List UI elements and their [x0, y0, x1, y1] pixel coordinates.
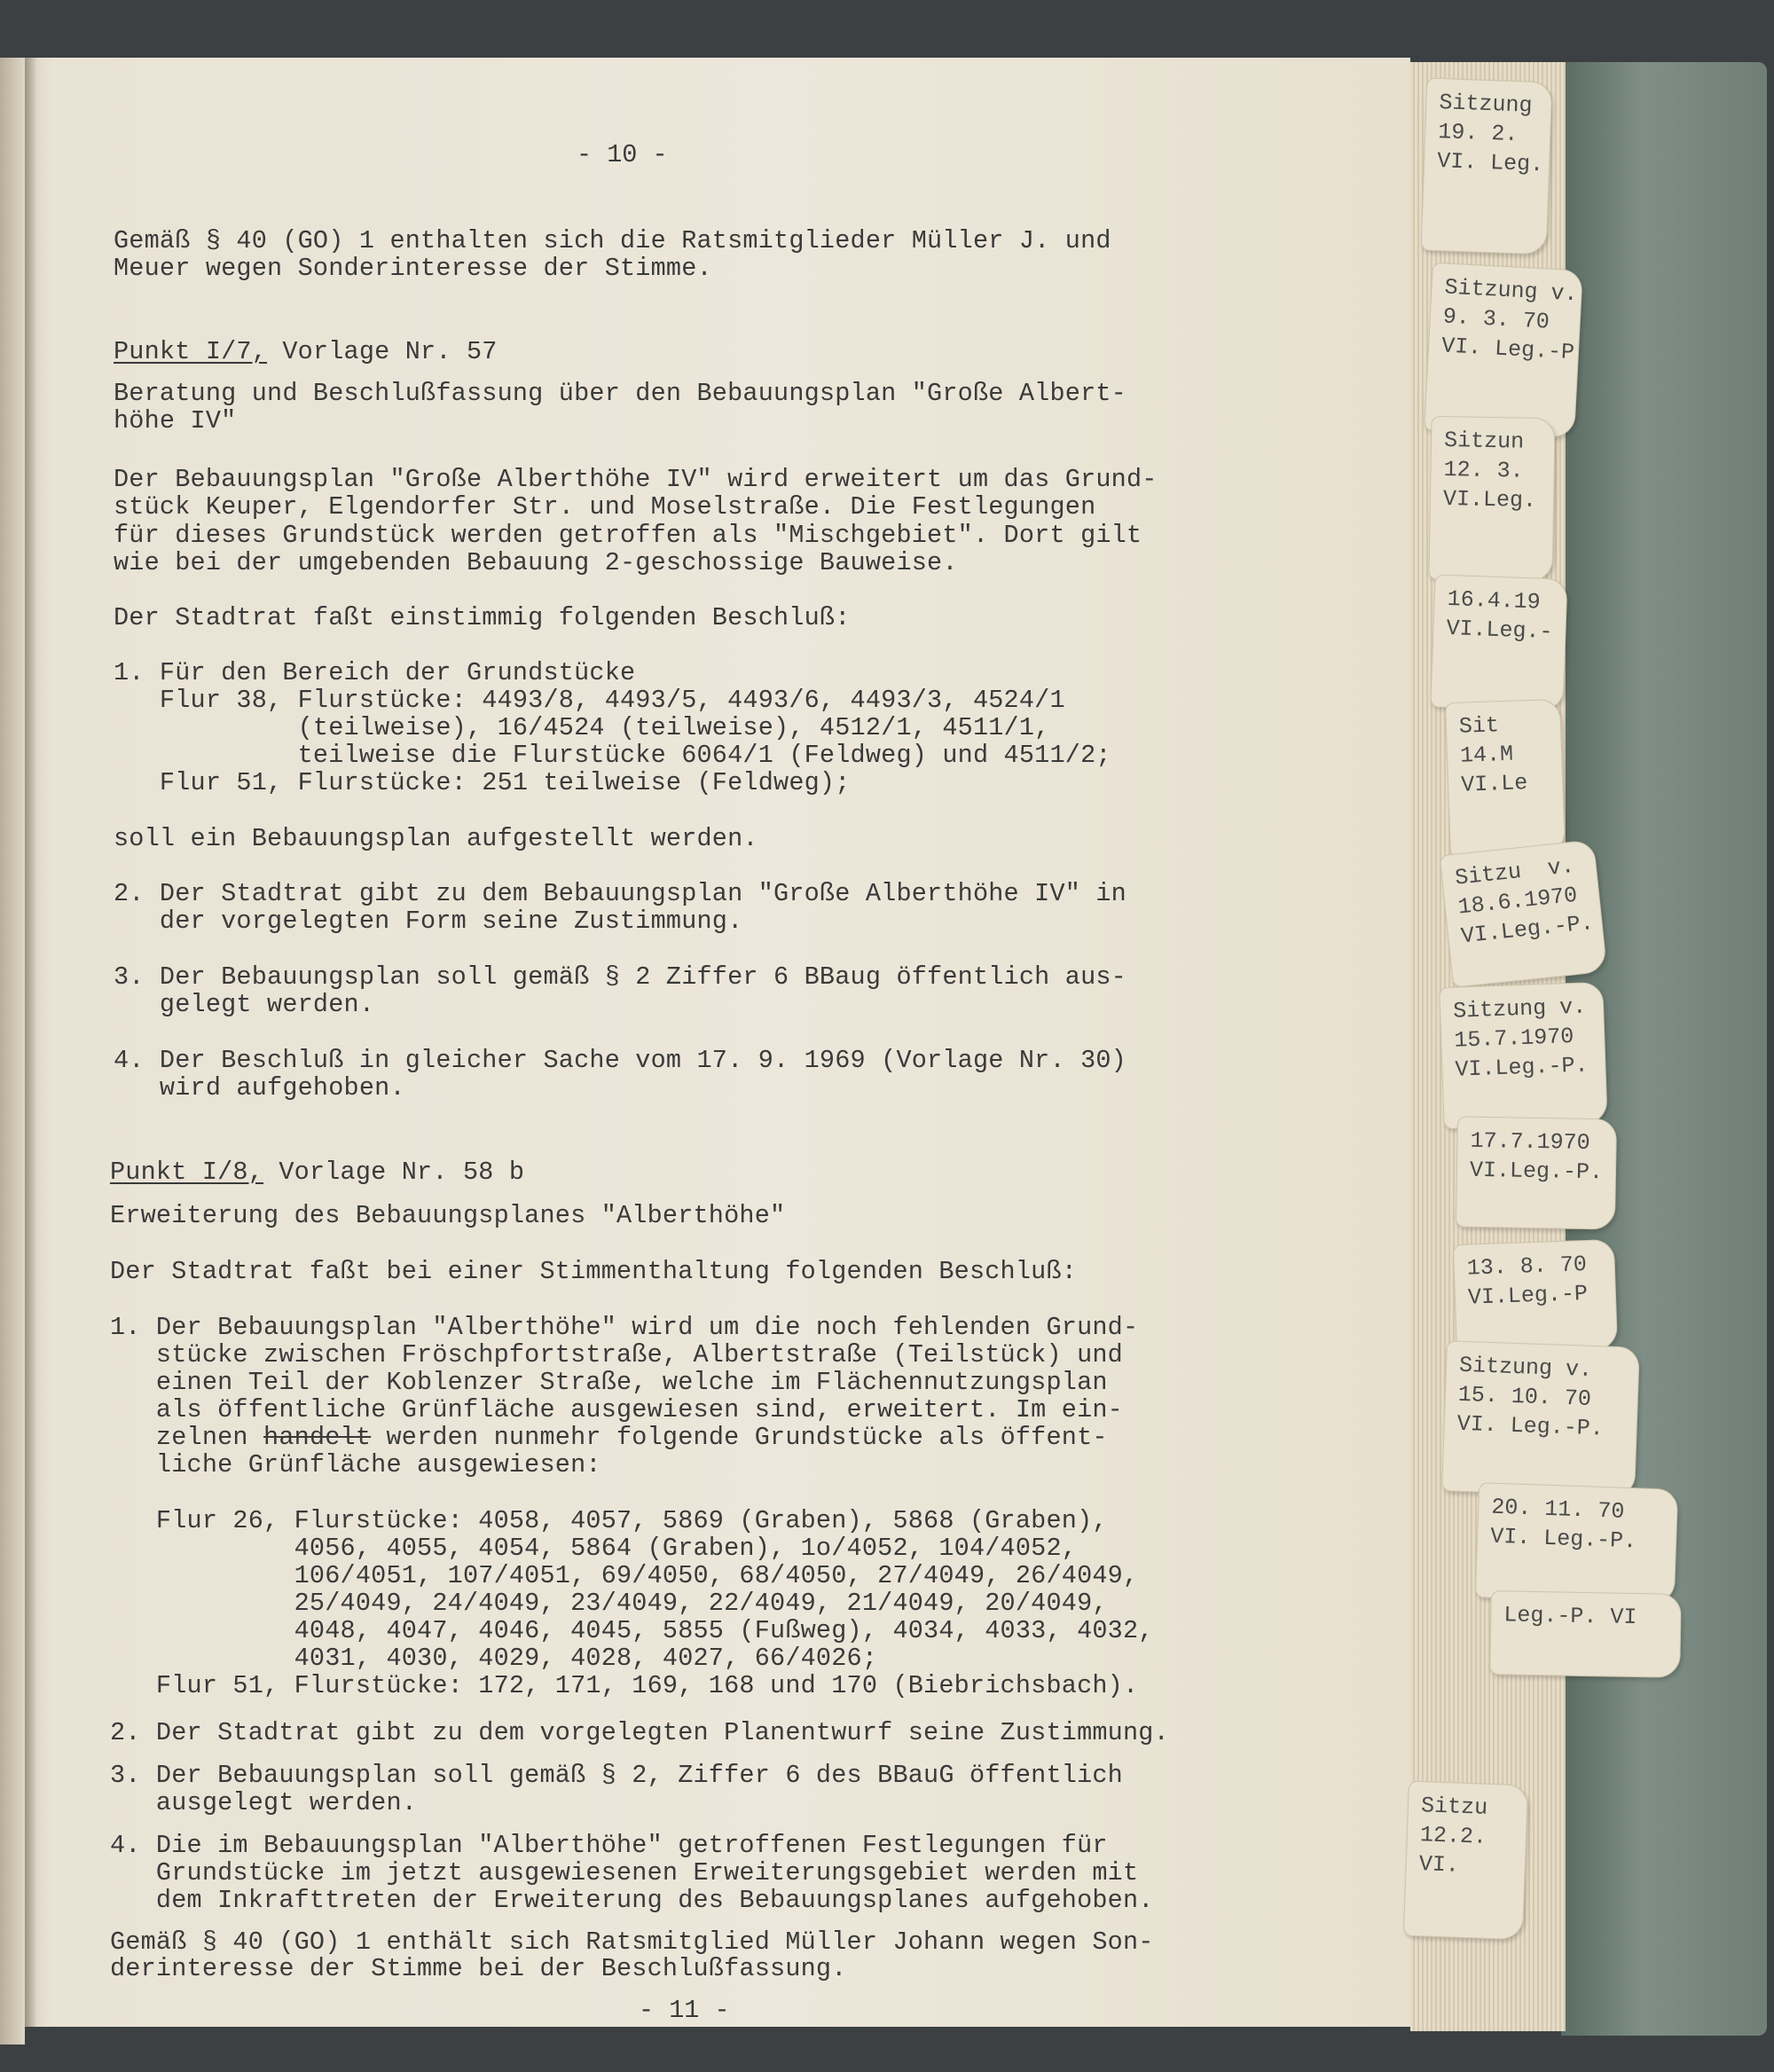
flur-26-list: 25/4049, 24/4049, 23/4049, 22/4049, 21/4049, 20/4049,: [110, 1589, 1108, 1618]
index-tab[interactable]: [1439, 982, 1607, 1129]
punkt-8-item-3: ausgelegt werden.: [110, 1788, 418, 1817]
punkt-7-subject: höhe IV": [114, 406, 237, 436]
previous-page-edge: [0, 58, 25, 2045]
intro-line: Gemäß § 40 (GO) 1 enthalten sich die Ratsmitglieder Müller J. und: [114, 226, 1111, 255]
tab-line: 9. 3. 70: [1442, 303, 1550, 335]
punkt-7-item-2: der vorgelegten Form seine Zustimmung.: [114, 906, 743, 936]
punkt-8-resolution-intro: Der Stadtrat faßt bei einer Stimmenthaltung folgenden Beschluß:: [110, 1257, 1078, 1286]
tab-line: VI.Leg.-P.: [1459, 909, 1596, 950]
punkt-7-item-1: Flur 38, Flurstücke: 4493/8, 4493/5, 4493/6, 4493/3, 4524/1: [114, 686, 1065, 715]
punkt-7-label: Punkt I/7,: [114, 337, 268, 366]
tab-line: VI.Leg.-P.: [1469, 1157, 1604, 1186]
punkt-8-item-1-line-with-strike: [110, 1424, 1108, 1451]
closing-note: Gemäß § 40 (GO) 1 enthält sich Ratsmitglied Müller Johann wegen Son-: [110, 1927, 1154, 1957]
text-segment: werden nunmehr folgende Grundstücke als öffent-: [371, 1423, 1108, 1452]
tab-line: VI.Leg.-: [1446, 615, 1554, 646]
index-tab[interactable]: [1440, 839, 1608, 987]
tab-line: VI. Leg.-P: [1440, 333, 1575, 366]
tab-line: VI.Leg.: [1442, 486, 1537, 514]
punkt-7-item-3: 3. Der Bebauungsplan soll gemäß § 2 Ziffer 6 BBaug öffentlich aus-: [114, 962, 1126, 992]
index-tab[interactable]: [1428, 416, 1555, 582]
tab-line: 19. 2.: [1437, 119, 1519, 148]
index-tab[interactable]: [1475, 1482, 1678, 1605]
punkt-7-resolution-intro: Der Stadtrat faßt einstimmig folgenden Beschluß:: [114, 603, 851, 632]
punkt-8-label: Punkt I/8,: [110, 1158, 264, 1187]
book-gutter-shadow: [25, 58, 37, 2027]
tab-line: VI. Leg.-P.: [1489, 1523, 1637, 1555]
flur-26-list: Flur 26, Flurstücke: 4058, 4057, 5869 (Graben), 5868 (Graben),: [110, 1506, 1108, 1535]
punkt-7-description: für dieses Grundstück werden getroffen als "Mischgebiet". Dort gilt: [114, 521, 1142, 550]
punkt-8-heading: [110, 1158, 524, 1186]
punkt-8-item-4: Grundstücke im jetzt ausgewiesenen Erweiterungsgebiet werden mit: [110, 1858, 1139, 1888]
index-tab[interactable]: [1445, 699, 1566, 858]
flur-26-list: 106/4051, 107/4051, 69/4050, 68/4050, 27/4049, 26/4049,: [110, 1561, 1139, 1590]
index-tab[interactable]: [1403, 1781, 1528, 1941]
punkt-7-vorlage: Vorlage Nr. 57: [267, 337, 498, 366]
tab-line: Sitzu v.: [1453, 852, 1576, 891]
tab-line: VI. Leg.-P.: [1456, 1410, 1605, 1442]
closing-note: derinteresse der Stimme bei der Beschlußfassung.: [110, 1954, 847, 1983]
punkt-7-item-1: (teilweise), 16/4524 (teilweise), 4512/1, 4511/1,: [114, 713, 1050, 742]
text-segment: zelnen: [110, 1423, 264, 1452]
punkt-7-item-4: 4. Der Beschluß in gleicher Sache vom 17. 9. 1969 (Vorlage Nr. 30): [114, 1046, 1126, 1075]
punkt-8-item-1: stücke zwischen Fröschpfortstraße, Albertstraße (Teilstück) und: [110, 1340, 1123, 1370]
punkt-7-item-1: Flur 51, Flurstücke: 251 teilweise (Feldweg);: [114, 768, 851, 797]
punkt-7-description: Der Bebauungsplan "Große Alberthöhe IV" wird erweitert um das Grund-: [114, 465, 1158, 494]
index-tab[interactable]: [1441, 1340, 1640, 1498]
tab-line: VI.Leg.-P.: [1455, 1052, 1589, 1083]
punkt-7-heading: [114, 338, 498, 365]
punkt-8-item-4: 4. Die im Bebauungsplan "Alberthöhe" getroffenen Festlegungen für: [110, 1831, 1108, 1860]
tab-line: 13. 8. 70: [1466, 1251, 1588, 1282]
punkt-7-item-3: gelegt werden.: [114, 990, 375, 1019]
tab-line: Sitzung v.: [1452, 993, 1587, 1024]
tab-line: VI. Leg.: [1436, 148, 1544, 178]
tab-line: Sitzung: [1438, 90, 1533, 119]
tab-line: VI.Leg.-P: [1467, 1280, 1589, 1311]
tab-line: VI.: [1418, 1851, 1460, 1879]
tab-line: 14.M: [1459, 741, 1514, 769]
struck-word: handelt: [263, 1423, 372, 1452]
flur-26-list: 4056, 4055, 4054, 5864 (Graben), 1o/4052, 104/4052,: [110, 1534, 1078, 1563]
punkt-8-item-1: einen Teil der Koblenzer Straße, welche im Flächennutzungsplan: [110, 1368, 1108, 1397]
punkt-8-item-1: als öffentliche Grünfläche ausgewiesen sind, erweitert. Im ein-: [110, 1395, 1123, 1424]
tab-line: Sitzung v.: [1458, 1352, 1593, 1383]
index-tab[interactable]: [1456, 1116, 1617, 1229]
flur-26-list: 4031, 4030, 4029, 4028, 4027, 66/4026;: [110, 1644, 878, 1673]
tab-line: Sitzu: [1420, 1793, 1488, 1821]
tab-line: 20. 11. 70: [1490, 1494, 1625, 1525]
flur-26-list: 4048, 4047, 4046, 4045, 5855 (Fußweg), 4034, 4033, 4032,: [110, 1616, 1154, 1645]
tab-line: 18.6.1970: [1456, 882, 1579, 921]
punkt-8-item-4: dem Inkrafttreten der Erweiterung des Bebauungsplanes aufgehoben.: [110, 1886, 1154, 1915]
page-number-footer: - 11 -: [639, 1996, 730, 2025]
index-tab[interactable]: [1421, 78, 1553, 255]
punkt-8-item-1: 1. Der Bebauungsplan "Alberthöhe" wird um die noch fehlenden Grund-: [110, 1313, 1139, 1342]
punkt-8-subject: Erweiterung des Bebauungsplanes "Alberthöhe": [110, 1201, 786, 1230]
punkt-8-vorlage: Vorlage Nr. 58 b: [263, 1158, 525, 1187]
tab-line: Leg.-P. VI: [1503, 1602, 1637, 1631]
punkt-8-item-2: 2. Der Stadtrat gibt zu dem vorgelegten Planentwurf seine Zustimmung.: [110, 1718, 1169, 1747]
punkt-7-description: wie bei der umgebenden Bebauung 2-geschossige Bauweise.: [114, 548, 958, 577]
page-number-header: - 10 -: [577, 140, 668, 169]
intro-line: Meuer wegen Sonderinteresse der Stimme.: [114, 254, 712, 283]
punkt-8-item-1: liche Grünfläche ausgewiesen:: [110, 1450, 601, 1479]
index-tab[interactable]: [1430, 574, 1567, 711]
punkt-8-item-3: 3. Der Bebauungsplan soll gemäß § 2, Ziffer 6 des BBauG öffentlich: [110, 1761, 1123, 1790]
tab-line: 15. 10. 70: [1457, 1381, 1592, 1412]
tab-line: 12. 3.: [1443, 457, 1524, 484]
tab-line: 17.7.1970: [1470, 1127, 1590, 1157]
punkt-7-item-1: 1. Für den Bereich der Grundstücke: [114, 658, 636, 687]
flur-51-list: Flur 51, Flurstücke: 172, 171, 169, 168 und 170 (Biebrichsbach).: [110, 1671, 1139, 1700]
tab-line: Sit: [1458, 712, 1500, 740]
index-tab[interactable]: [1424, 263, 1583, 439]
tab-line: 16.4.19: [1447, 585, 1542, 616]
tab-line: Sitzung v.: [1443, 274, 1579, 308]
index-tab[interactable]: [1489, 1590, 1682, 1678]
punkt-7-item-1-tail: soll ein Bebauungsplan aufgestellt werden.: [114, 824, 758, 853]
tab-line: 12.2.: [1419, 1822, 1487, 1850]
punkt-7-description: stück Keuper, Elgendorfer Str. und Moselstraße. Die Festlegungen: [114, 492, 1096, 522]
punkt-7-item-1: teilweise die Flurstücke 6064/1 (Feldweg) und 4511/2;: [114, 741, 1111, 770]
punkt-7-item-2: 2. Der Stadtrat gibt zu dem Bebauungsplan "Große Alberthöhe IV" in: [114, 879, 1126, 908]
tab-line: 15.7.1970: [1453, 1024, 1574, 1054]
index-tab[interactable]: [1453, 1239, 1618, 1355]
punkt-7-item-4: wird aufgehoben.: [114, 1073, 405, 1103]
tab-line: VI.Le: [1460, 770, 1528, 798]
tab-line: Sitzun: [1443, 428, 1525, 455]
punkt-7-subject: Beratung und Beschlußfassung über den Bebauungsplan "Große Albert-: [114, 379, 1126, 408]
